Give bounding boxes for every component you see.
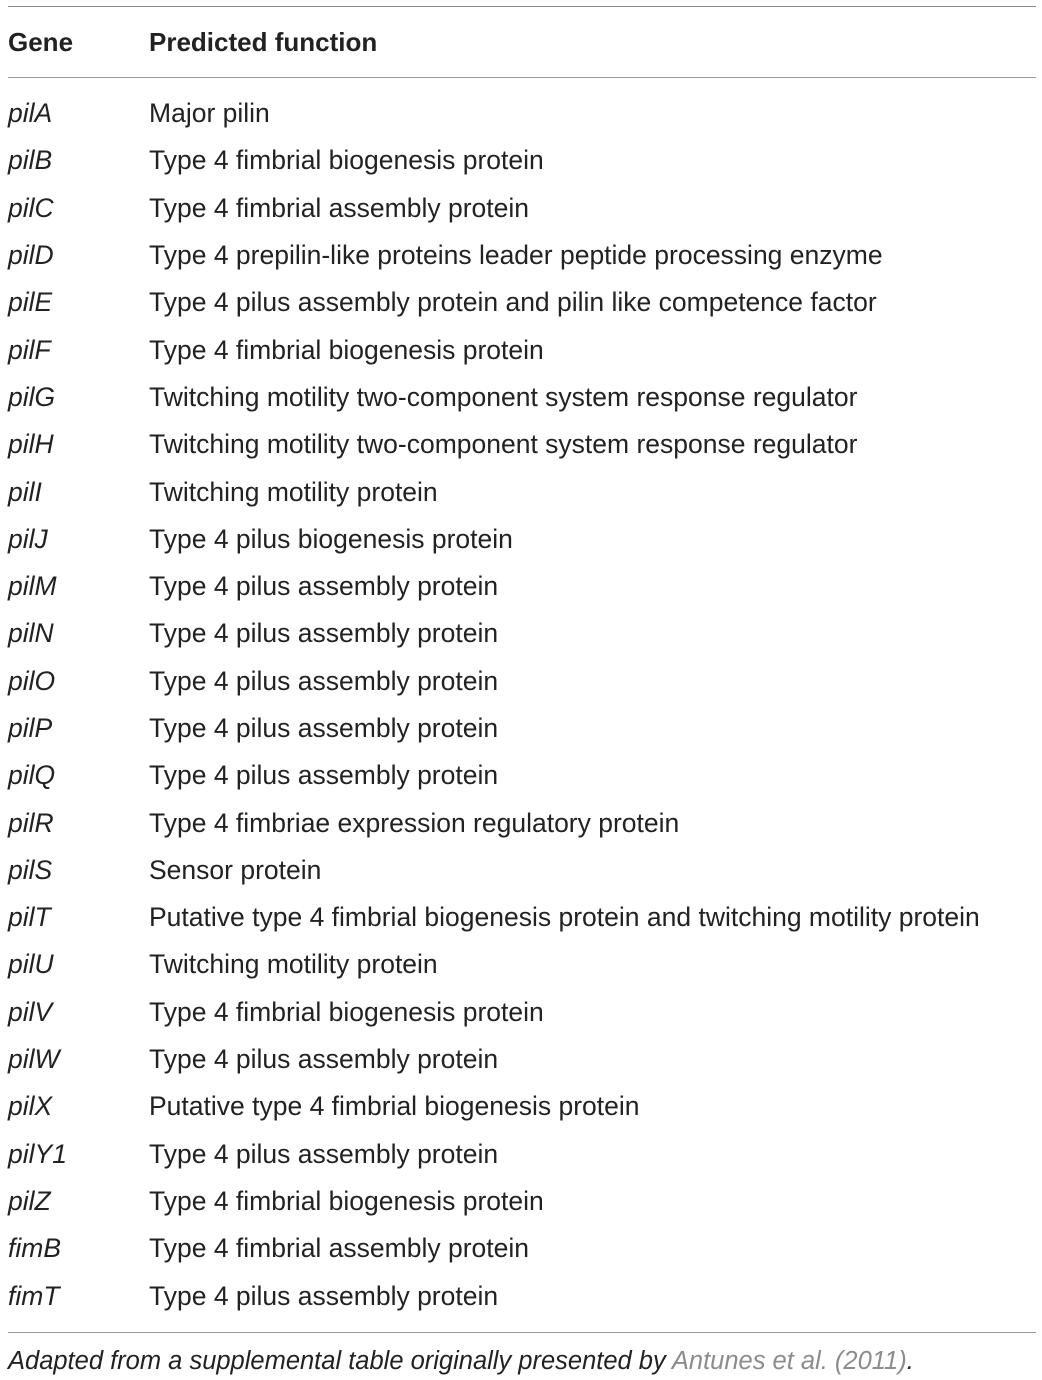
table-row xyxy=(8,658,1036,705)
function-cell: Type 4 fimbrial biogenesis protein xyxy=(149,1185,544,1216)
function-cell: Type 4 fimbrial biogenesis protein xyxy=(149,145,544,176)
gene-cell: pilF xyxy=(8,334,51,365)
table-row xyxy=(8,1036,1036,1083)
function-cell: Twitching motility protein xyxy=(149,476,438,507)
table-row xyxy=(8,941,1036,988)
function-cell: Type 4 pilus assembly protein xyxy=(149,1044,499,1075)
function-cell: Type 4 pilus assembly protein xyxy=(149,665,499,696)
function-cell: Sensor protein xyxy=(149,854,322,885)
footnote-end: . xyxy=(906,1346,914,1375)
header-predicted-function: Predicted function xyxy=(149,26,378,57)
gene-cell: pilD xyxy=(8,240,54,271)
table-row xyxy=(8,90,1036,137)
gene-cell: fimB xyxy=(8,1233,61,1264)
function-cell: Type 4 pilus assembly protein and pilin like competence factor xyxy=(149,287,877,318)
function-cell: Putative type 4 fimbrial biogenesis protein and twitching motility protein xyxy=(149,902,980,933)
gene-cell: pilW xyxy=(8,1044,60,1075)
function-cell: Type 4 fimbrial assembly protein xyxy=(149,192,529,223)
table-row xyxy=(8,610,1036,657)
table-row xyxy=(8,326,1036,373)
table-header-row xyxy=(8,7,1036,77)
gene-cell: pilV xyxy=(8,996,53,1027)
gene-cell: pilY1 xyxy=(8,1138,67,1169)
function-cell: Type 4 pilus assembly protein xyxy=(149,618,499,649)
function-cell: Type 4 fimbriae expression regulatory protein xyxy=(149,807,680,838)
function-cell: Type 4 fimbrial biogenesis protein xyxy=(149,996,544,1027)
function-cell: Type 4 fimbrial biogenesis protein xyxy=(149,334,544,365)
function-cell: Type 4 pilus assembly protein xyxy=(149,760,499,791)
function-cell: Type 4 prepilin-like proteins leader peptide processing enzyme xyxy=(149,240,883,271)
gene-cell: pilE xyxy=(8,287,53,318)
table-row xyxy=(8,563,1036,610)
gene-cell: pilZ xyxy=(8,1185,51,1216)
function-cell: Type 4 pilus assembly protein xyxy=(149,1280,499,1311)
table-row xyxy=(8,1272,1036,1319)
gene-cell: pilP xyxy=(8,713,53,743)
gene-cell: pilH xyxy=(8,429,54,460)
table-body xyxy=(8,78,1036,1320)
gene-cell: pilU xyxy=(8,949,54,980)
function-cell: Type 4 pilus assembly protein xyxy=(149,713,499,743)
function-cell: Type 4 pilus biogenesis protein xyxy=(149,523,513,554)
footnote-text: Adapted from a supplemental table originally presented by xyxy=(8,1346,672,1375)
table-row xyxy=(8,1178,1036,1225)
gene-cell: pilB xyxy=(8,145,53,176)
gene-cell: pilQ xyxy=(8,760,56,791)
table-row xyxy=(8,421,1036,468)
function-cell: Type 4 pilus assembly protein xyxy=(149,571,499,602)
function-cell: Twitching motility protein xyxy=(149,949,438,980)
table-row xyxy=(8,468,1036,515)
gene-cell: pilJ xyxy=(8,523,48,554)
gene-cell: pilA xyxy=(8,98,53,129)
table-row xyxy=(8,847,1036,894)
gene-cell: pilO xyxy=(8,665,56,696)
table-row xyxy=(8,894,1036,941)
gene-cell: pilG xyxy=(8,381,56,412)
function-cell: Twitching motility two-component system response regulator xyxy=(149,429,858,460)
gene-cell: pilX xyxy=(8,1091,53,1122)
gene-cell: pilM xyxy=(8,571,57,602)
table-row xyxy=(8,374,1036,421)
gene-cell: pilI xyxy=(8,476,42,507)
gene-cell: pilC xyxy=(8,192,54,223)
gene-cell: pilT xyxy=(8,902,51,933)
function-cell: Type 4 pilus assembly protein xyxy=(149,1138,499,1169)
gene-cell: pilN xyxy=(8,618,54,649)
table-row xyxy=(8,989,1036,1036)
table-row xyxy=(8,1083,1036,1130)
function-cell: Putative type 4 fimbrial biogenesis protein xyxy=(149,1091,640,1122)
header-gene: Gene xyxy=(8,26,74,57)
citation-link[interactable]: Antunes et al. (2011) xyxy=(671,1346,907,1375)
gene-cell: fimT xyxy=(8,1280,60,1311)
table-row xyxy=(8,752,1036,799)
table-row xyxy=(8,1225,1036,1272)
table-row xyxy=(8,185,1036,232)
function-cell: Twitching motility two-component system response regulator xyxy=(149,381,858,412)
table-row xyxy=(8,799,1036,846)
function-cell: Type 4 fimbrial assembly protein xyxy=(149,1233,529,1264)
gene-function-table xyxy=(8,6,1036,1376)
table-row xyxy=(8,705,1036,752)
table-row xyxy=(8,137,1036,184)
table-row xyxy=(8,279,1036,326)
table-row xyxy=(8,232,1036,279)
gene-cell: pilS xyxy=(8,854,53,885)
table-row xyxy=(8,1131,1036,1178)
table-footnote xyxy=(8,1347,1036,1376)
function-cell: Major pilin xyxy=(149,98,270,129)
table-row xyxy=(8,516,1036,563)
gene-cell: pilR xyxy=(8,807,54,838)
table-bottom-rule xyxy=(8,1332,1036,1333)
